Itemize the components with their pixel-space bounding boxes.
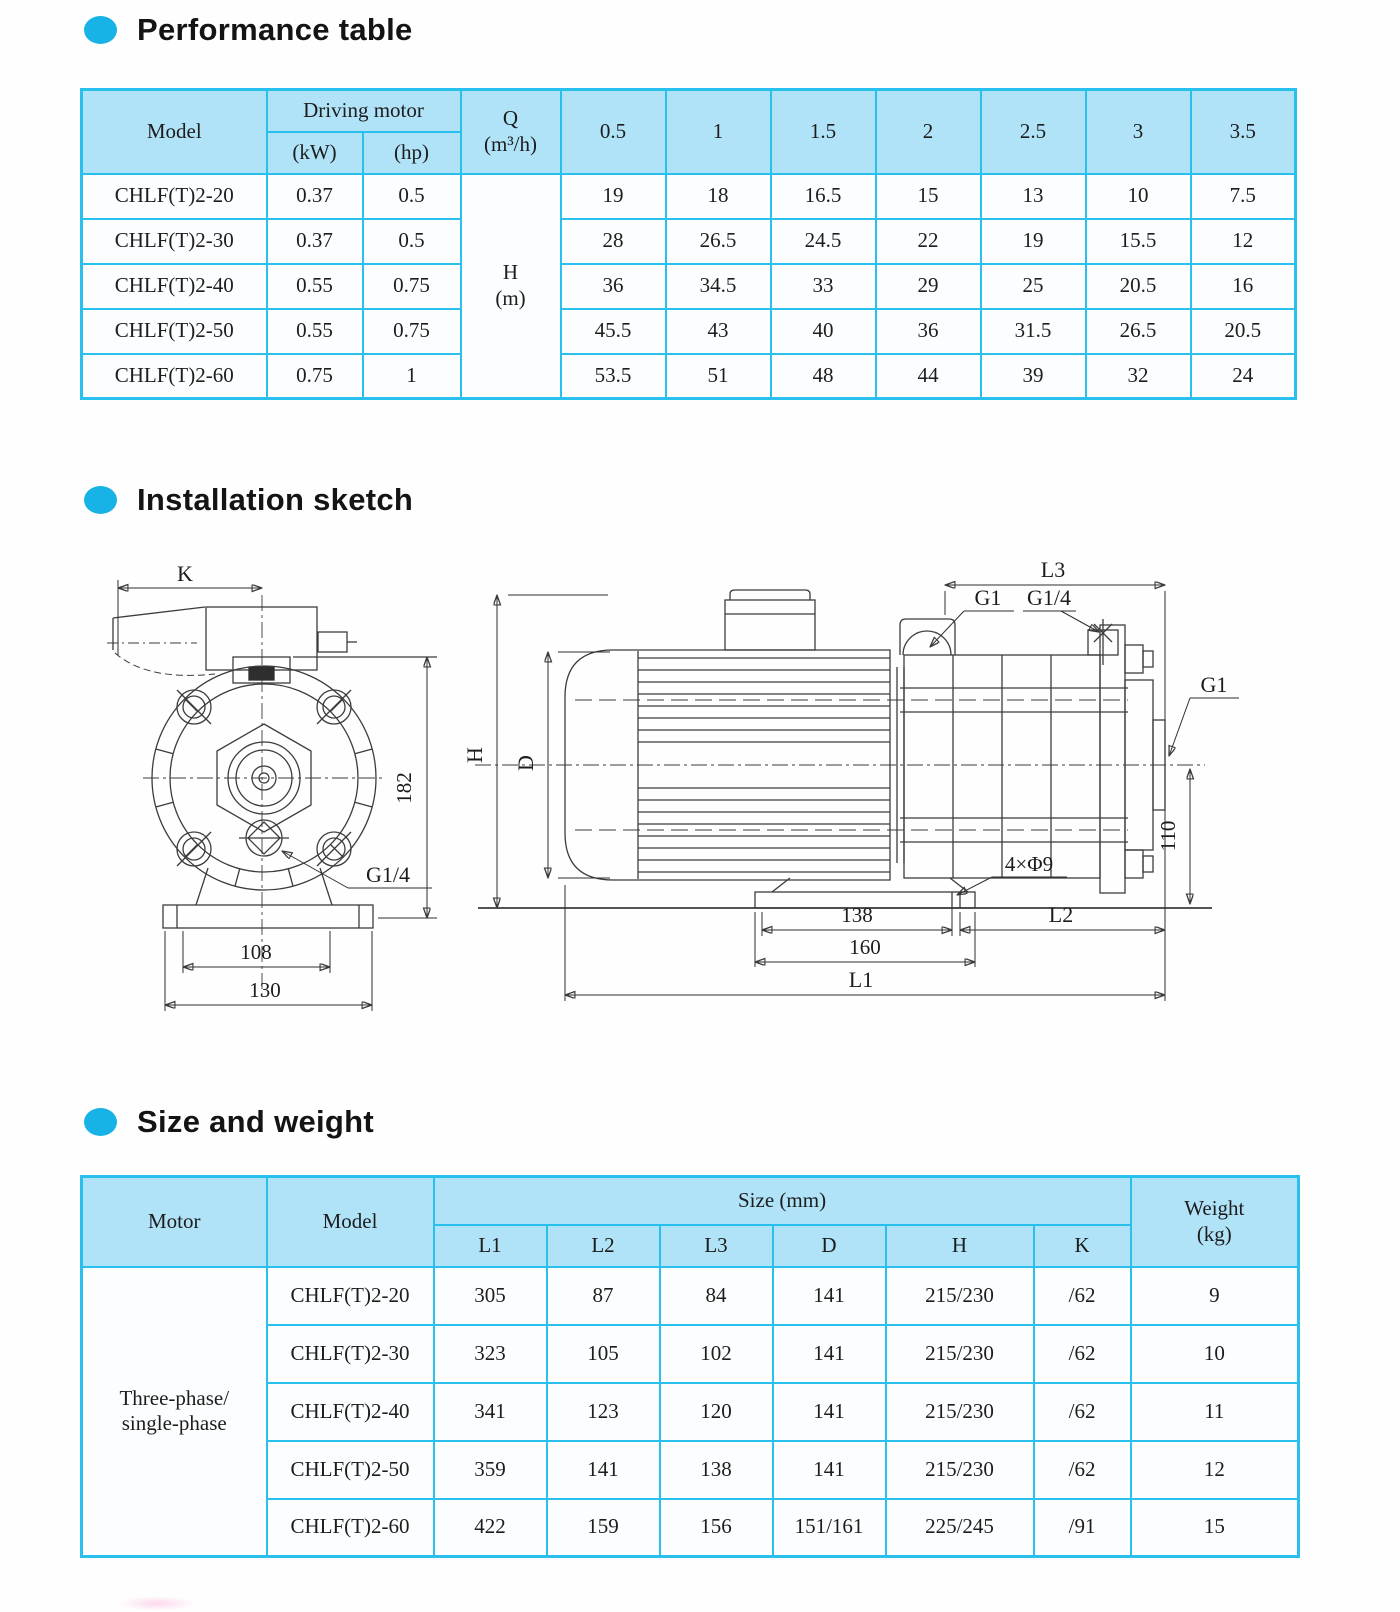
data-cell: 24 [1191,354,1296,399]
data-cell: 323 [434,1325,547,1383]
data-cell: 105 [547,1325,660,1383]
hp-cell: 0.75 [363,309,461,354]
data-cell: 51 [666,354,771,399]
data-cell: 215/230 [886,1441,1034,1499]
kw-cell: 0.55 [267,309,363,354]
data-cell: 20.5 [1191,309,1296,354]
model-cell: CHLF(T)2-50 [267,1441,434,1499]
dim-label-L3: L3 [1040,557,1066,582]
dim-label-G1-inlet: G1 [974,585,1002,610]
data-cell: 87 [547,1267,660,1325]
table-header-row [82,1177,1299,1225]
dim-label-K: K [177,561,193,586]
data-cell: 36 [876,309,981,354]
weight-unit: (kg) [1196,1221,1232,1246]
dim-label-4xphi9: 4×Φ9 [1004,852,1054,876]
hp-cell: 0.5 [363,219,461,264]
data-cell: 422 [434,1499,547,1557]
data-cell: 48 [771,354,876,399]
section-bullet-icon [84,486,117,514]
q-unit: (m³/h) [484,131,537,156]
header-cell-flow: 0.5 [561,90,666,174]
data-cell: 123 [547,1383,660,1441]
data-cell: 138 [660,1441,773,1499]
data-cell: 141 [773,1383,886,1441]
model-cell: CHLF(T)2-20 [82,174,267,219]
table-row [82,309,1296,354]
data-cell: 11 [1131,1383,1299,1441]
motor-hidden-outline [107,607,215,675]
data-cell: 45.5 [561,309,666,354]
data-cell: 141 [773,1441,886,1499]
dimension-110 [1156,769,1190,904]
dimension-G14-plug [1023,585,1099,632]
header-cell-motor: Motor [82,1177,267,1267]
data-cell: 16.5 [771,174,876,219]
model-cell: CHLF(T)2-50 [82,309,267,354]
dimension-bolt-holes [957,852,1067,895]
data-cell: 25 [981,264,1086,309]
dim-label-G1-outlet: G1 [1200,672,1228,697]
model-cell: CHLF(T)2-60 [267,1499,434,1557]
data-cell: 141 [547,1441,660,1499]
header-cell-flow: 2 [876,90,981,174]
data-cell: 156 [660,1499,773,1557]
data-cell: 24.5 [771,219,876,264]
data-cell: 359 [434,1441,547,1499]
header-cell-q [461,90,561,174]
header-cell-H: H [886,1225,1034,1267]
pump-front-casing [206,607,437,683]
header-cell-L3: L3 [660,1225,773,1267]
installation-sketch-front-view [85,545,475,1015]
section-size-weight-header [84,1104,374,1140]
hp-cell: 1 [363,354,461,399]
motor-type-cell [82,1267,267,1557]
front-centerlines [143,595,385,997]
data-cell: 341 [434,1383,547,1441]
data-cell: /91 [1034,1499,1131,1557]
data-cell: /62 [1034,1325,1131,1383]
dimension-G1-inlet [930,585,1014,647]
dimension-K [118,561,262,655]
suction-inlet [900,619,955,655]
data-cell: 305 [434,1267,547,1325]
header-cell-flow: 3 [1086,90,1191,174]
table-row [82,354,1296,399]
data-cell: 20.5 [1086,264,1191,309]
header-cell-model: Model [267,1177,434,1267]
terminal-box [725,590,815,650]
data-cell: 141 [773,1325,886,1383]
discharge-end [1100,625,1165,893]
data-cell: 40 [771,309,876,354]
data-cell: 141 [773,1267,886,1325]
header-cell-size-group: Size (mm) [434,1177,1131,1225]
data-cell: 19 [561,174,666,219]
model-cell: CHLF(T)2-40 [267,1383,434,1441]
weight-label: Weight [1184,1196,1245,1221]
q-label: Q [502,106,519,131]
data-cell: 9 [1131,1267,1299,1325]
head-unit-cell [461,174,561,399]
data-cell: /62 [1034,1267,1131,1325]
section-title: Installation sketch [137,482,414,517]
dimension-L2 [960,902,1165,936]
performance-table [80,88,1297,400]
data-cell: 26.5 [666,219,771,264]
dim-label-G14-plug: G1/4 [1027,585,1071,610]
header-cell-hp: (hp) [363,132,461,174]
header-cell-flow: 3.5 [1191,90,1296,174]
data-cell: 22 [876,219,981,264]
data-cell: 18 [666,174,771,219]
section-performance-header [84,12,413,48]
kw-cell: 0.37 [267,174,363,219]
fill-plug [1088,619,1118,665]
header-cell-model: Model [82,90,267,174]
header-cell-K: K [1034,1225,1131,1267]
scan-artifact [118,1596,196,1611]
header-cell-driving-motor: Driving motor [267,90,461,132]
motor-type-line2: single-phase [121,1411,227,1436]
model-cell: CHLF(T)2-20 [267,1267,434,1325]
data-cell: 215/230 [886,1383,1034,1441]
data-cell: 84 [660,1267,773,1325]
data-cell: 12 [1131,1441,1299,1499]
h-label: H [502,260,519,285]
dimension-H [462,595,608,908]
data-cell: 151/161 [773,1499,886,1557]
dimension-L3 [945,557,1165,1001]
hp-cell: 0.75 [363,264,461,309]
section-installation-header [84,482,413,518]
data-cell: 120 [660,1383,773,1441]
h-unit: (m) [495,285,526,310]
data-cell: 215/230 [886,1325,1034,1383]
kw-cell: 0.37 [267,219,363,264]
data-cell: 28 [561,219,666,264]
data-cell: 102 [660,1325,773,1383]
table-row [82,1267,1299,1325]
dim-label-130: 130 [249,978,281,1002]
kw-cell: 0.75 [267,354,363,399]
data-cell: 15 [1131,1499,1299,1557]
installation-sketch-side-view [460,545,1270,1015]
data-cell: 36 [561,264,666,309]
section-bullet-icon [84,1108,117,1136]
section-title: Performance table [137,12,413,47]
model-cell: CHLF(T)2-30 [82,219,267,264]
base-pedestal [163,868,373,928]
data-cell: /62 [1034,1441,1131,1499]
dim-label-138: 138 [841,903,873,927]
dim-label-108: 108 [240,940,272,964]
hp-cell: 0.5 [363,174,461,219]
header-cell-flow: 1 [666,90,771,174]
data-cell: 159 [547,1499,660,1557]
data-cell: 31.5 [981,309,1086,354]
motor-type-line1: Three-phase/ [119,1385,230,1410]
dimension-G1-outlet [1169,672,1239,756]
dim-label-H: H [462,747,487,763]
pump-stages [897,655,1128,878]
data-cell: 13 [981,174,1086,219]
header-cell-weight [1131,1177,1299,1267]
section-bullet-icon [84,16,117,44]
dim-label-L1: L1 [848,967,874,992]
data-cell: 12 [1191,219,1296,264]
size-weight-table [80,1175,1300,1558]
model-cell: CHLF(T)2-60 [82,354,267,399]
header-cell-D: D [773,1225,886,1267]
drain-port [239,820,289,856]
data-cell: 16 [1191,264,1296,309]
dim-label-L2: L2 [1048,902,1074,927]
dim-label-D: D [513,755,538,771]
header-cell-L2: L2 [547,1225,660,1267]
data-cell: 26.5 [1086,309,1191,354]
header-cell-L1: L1 [434,1225,547,1267]
table-row [82,174,1296,219]
data-cell: 15 [876,174,981,219]
table-row [82,264,1296,309]
kw-cell: 0.55 [267,264,363,309]
data-cell: 53.5 [561,354,666,399]
data-cell: 19 [981,219,1086,264]
header-cell-kw: (kW) [267,132,363,174]
data-cell: 29 [876,264,981,309]
dim-label-110: 110 [1156,820,1180,852]
data-cell: 225/245 [886,1499,1034,1557]
data-cell: 10 [1131,1325,1299,1383]
data-cell: 33 [771,264,876,309]
model-cell: CHLF(T)2-40 [82,264,267,309]
data-cell: 44 [876,354,981,399]
data-cell: 34.5 [666,264,771,309]
table-row [82,219,1296,264]
data-cell: /62 [1034,1383,1131,1441]
data-cell: 7.5 [1191,174,1296,219]
data-cell: 43 [666,309,771,354]
dim-label-G14: G1/4 [366,862,410,887]
data-cell: 15.5 [1086,219,1191,264]
dim-label-182: 182 [392,772,416,804]
header-cell-flow: 1.5 [771,90,876,174]
data-cell: 39 [981,354,1086,399]
header-cell-flow: 2.5 [981,90,1086,174]
data-cell: 215/230 [886,1267,1034,1325]
model-cell: CHLF(T)2-30 [267,1325,434,1383]
dim-label-160: 160 [849,935,881,959]
data-cell: 10 [1086,174,1191,219]
table-header-row [82,90,1296,132]
dimension-108 [183,931,330,973]
section-title: Size and weight [137,1104,375,1139]
data-cell: 32 [1086,354,1191,399]
